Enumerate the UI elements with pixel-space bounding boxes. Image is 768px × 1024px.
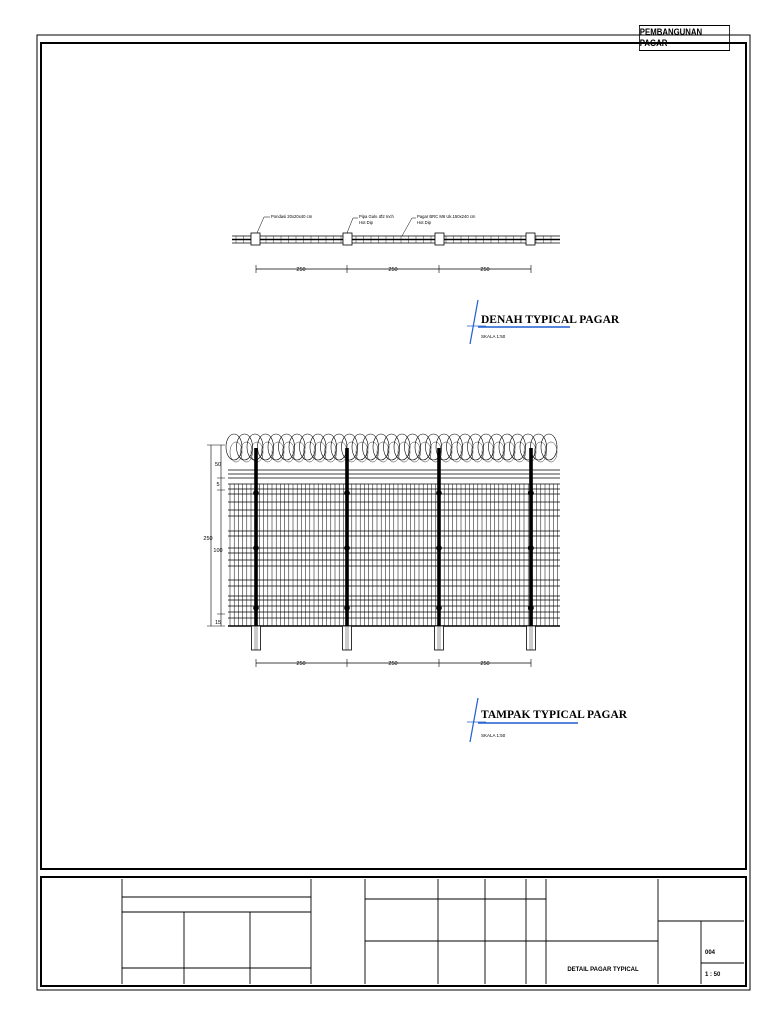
- note-brc: Pagar BRC M6 Uk.150x240 cm: [417, 214, 476, 219]
- razor-coil: [226, 434, 242, 460]
- elev-dim-left-bottom: 15: [214, 620, 222, 626]
- razor-coil-inner: [419, 442, 431, 462]
- post-clamp: [253, 605, 259, 611]
- elev-dim-2: 250: [388, 661, 398, 667]
- post-clamp: [528, 490, 534, 496]
- razor-coil: [499, 434, 515, 460]
- razor-coil: [541, 434, 557, 460]
- title-block-grid: [122, 879, 744, 984]
- plan-dim-2: 250: [388, 267, 398, 273]
- post-clamp: [344, 545, 350, 551]
- plan-dim-1: 250: [296, 267, 306, 273]
- post-clamp: [436, 490, 442, 496]
- elevation-view: [203, 434, 560, 667]
- project-title: PEMBANGUNAN PAGAR: [639, 27, 703, 49]
- razor-coil-inner: [493, 442, 505, 462]
- post-clamp: [436, 545, 442, 551]
- plan-scale: SKALA 1:50: [481, 334, 506, 339]
- elevation-scale: SKALA 1:50: [481, 733, 506, 738]
- razor-coil: [468, 434, 484, 460]
- razor-coil: [237, 434, 253, 460]
- drawing-title: DETAIL PAGAR TYPICAL: [567, 967, 639, 973]
- note-brc-finish: Hot Dip: [417, 220, 431, 225]
- fence-posts: [253, 448, 534, 626]
- post-pipe: [437, 448, 441, 626]
- post-pipe: [345, 448, 349, 626]
- razor-coil: [289, 434, 305, 460]
- razor-coil: [300, 434, 316, 460]
- post-clamp: [253, 490, 259, 496]
- razor-coil-inner: [304, 442, 316, 462]
- razor-coil: [457, 434, 473, 460]
- sheet-scale: 1 : 50: [705, 972, 721, 978]
- razor-coil: [363, 434, 379, 460]
- plan-dim-3: 250: [480, 267, 490, 273]
- razor-coil-inner: [314, 442, 326, 462]
- post-clamp: [344, 605, 350, 611]
- razor-coil: [258, 434, 274, 460]
- post-clamp: [344, 490, 350, 496]
- razor-coil: [279, 434, 295, 460]
- note-pipa: Pipa Galv. Ø2 Inch: [359, 214, 394, 219]
- razor-coil: [531, 434, 547, 460]
- razor-coil-inner: [440, 442, 452, 462]
- razor-coil: [342, 434, 358, 460]
- razor-coil: [405, 434, 421, 460]
- brc-mesh-verticals: [230, 484, 558, 626]
- razor-coil: [478, 434, 494, 460]
- plan-title: DENAH TYPICAL PAGAR: [481, 314, 620, 326]
- razor-coil-inner: [472, 442, 484, 462]
- razor-coil-inner: [388, 442, 400, 462]
- razor-wire-coils: [226, 434, 560, 478]
- sheet-number: 004: [705, 950, 716, 956]
- razor-coil-inner: [241, 442, 253, 462]
- razor-coil: [489, 434, 505, 460]
- razor-coil-inner: [367, 442, 379, 462]
- footing: [527, 626, 536, 650]
- post-pipe: [529, 448, 533, 626]
- razor-coil-inner: [451, 442, 463, 462]
- post-clamp: [528, 605, 534, 611]
- razor-coil: [384, 434, 400, 460]
- razor-coil: [394, 434, 410, 460]
- plan-title-block: [467, 300, 620, 344]
- razor-coil-inner: [482, 442, 494, 462]
- title-block-frame: [41, 877, 746, 986]
- drawing-frame: [41, 43, 746, 869]
- razor-coil-inner: [262, 442, 274, 462]
- razor-coil-inner: [409, 442, 421, 462]
- razor-coil-inner: [356, 442, 368, 462]
- footing: [252, 626, 261, 650]
- razor-coil-inner: [230, 442, 242, 462]
- elev-dim-left-a: 5: [216, 482, 220, 488]
- razor-coil-inner: [545, 442, 557, 462]
- elev-dim-left-mid: 100: [213, 548, 223, 554]
- razor-coil: [321, 434, 337, 460]
- post-clamp: [253, 545, 259, 551]
- razor-coil-inner: [293, 442, 305, 462]
- razor-coil: [373, 434, 389, 460]
- razor-coil-inner: [535, 442, 547, 462]
- footing: [435, 626, 444, 650]
- note-pipa-finish: Hot Dip: [359, 220, 373, 225]
- razor-coil-inner: [272, 442, 284, 462]
- elev-dim-1: 250: [296, 661, 306, 667]
- elevation-title: TAMPAK TYPICAL PAGAR: [481, 709, 628, 721]
- razor-coil: [447, 434, 463, 460]
- razor-coil-inner: [283, 442, 295, 462]
- razor-coil: [415, 434, 431, 460]
- razor-coil-inner: [461, 442, 473, 462]
- razor-coil-inner: [325, 442, 337, 462]
- footing: [343, 626, 352, 650]
- razor-coil: [268, 434, 284, 460]
- razor-coil: [352, 434, 368, 460]
- razor-coil-inner: [398, 442, 410, 462]
- razor-coil-inner: [514, 442, 526, 462]
- note-pondasi: Pondasi 20x20x40 cm: [271, 214, 313, 219]
- elev-dim-3: 250: [480, 661, 490, 667]
- elev-dim-left-total: 250: [203, 536, 213, 542]
- elevation-title-block: [467, 698, 628, 742]
- razor-coil: [520, 434, 536, 460]
- razor-coil-inner: [377, 442, 389, 462]
- razor-coil-inner: [503, 442, 515, 462]
- razor-coil: [510, 434, 526, 460]
- razor-coil: [310, 434, 326, 460]
- post-pipe: [254, 448, 258, 626]
- post-footings: [252, 626, 536, 650]
- sheet-outer-frame: [37, 35, 750, 990]
- elev-dim-left-top: 50: [214, 462, 222, 468]
- post-clamp: [436, 605, 442, 611]
- razor-coil: [331, 434, 347, 460]
- plan-view: [232, 214, 560, 273]
- post-clamp: [528, 545, 534, 551]
